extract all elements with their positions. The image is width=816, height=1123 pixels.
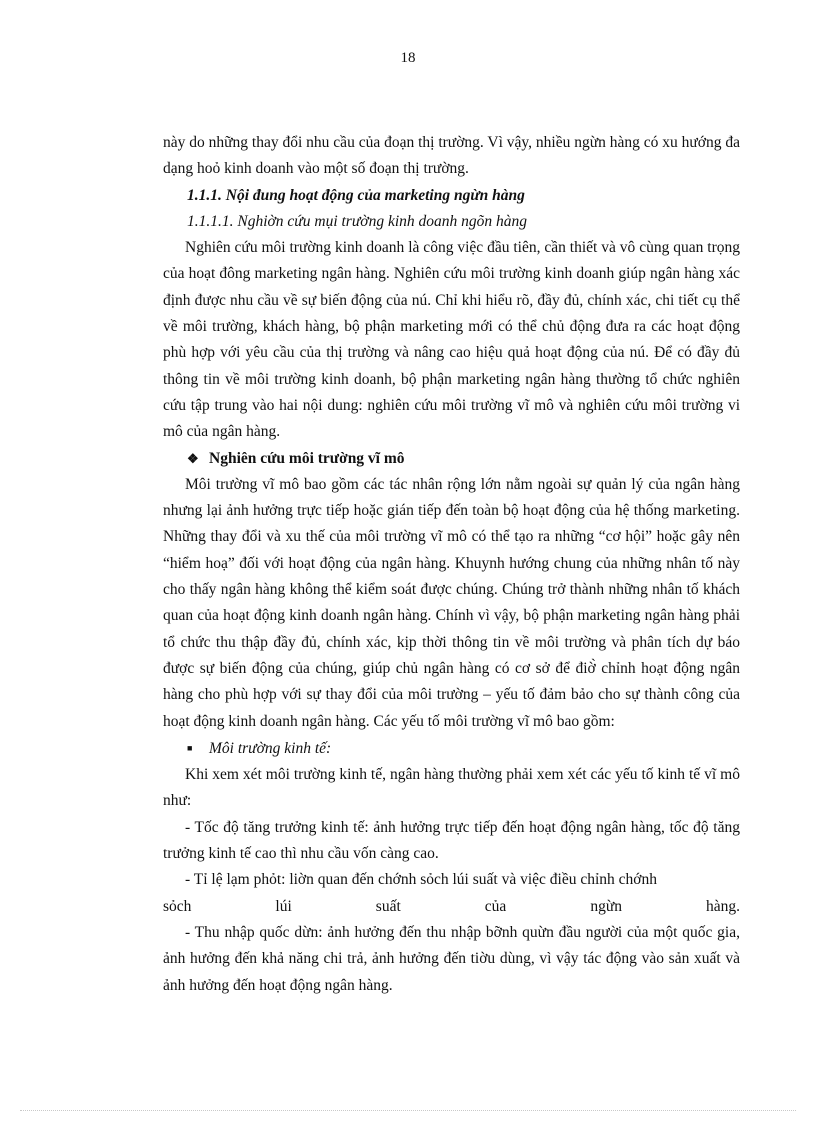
diamond-bullet-icon: ❖ <box>187 450 199 466</box>
paragraph-inflation-line1: - Tỉ lệ lạm phỏt: liờn quan đến chớnh sỏch lúi suất và việc điều chỉnh chớnh <box>185 871 657 889</box>
paragraph-business-environment: Nghiên cứu môi trường kinh doanh là công việc đầu tiên, cần thiết và vô cùng quan trọng của hoạt đông marketing ngân hàng. Nghiên cứu môi trường kinh doanh giúp ngân hàng xác định được nhu cầu về sự biến động của nú. Chỉ khi hiểu rõ, đầy đủ, chính xác, chi tiết cụ thể về môi trường, khách hàng, bộ phận marketing mới có thể chủ động đưa ra các hoạt động phù hợp với yêu cầu của thị trường và nâng cao hiệu quả hoạt động của nú. Để có đầy đủ thông tin về môi trường kinh doanh, bộ phận marketing ngân hàng thường tổ chức nghiên cứu tập trung vào hai nội dung: nghiên cứu môi trường vĩ mô và nghiên cứu môi trường vi mô của ngân hàng. <box>163 239 740 441</box>
paragraph-intro: này do những thay đổi nhu cầu của đoạn thị trường. Vì vậy, nhiều ngừn hàng có xu hướng đa dạng hoỏ kinh doanh vào một số đoạn thị trường. <box>163 134 740 178</box>
heading-macro-environment-text: Nghiên cứu môi trường vĩ mô <box>209 449 405 467</box>
document-body <box>163 130 740 999</box>
square-bullet-icon: ■ <box>187 742 193 753</box>
page-number: 18 <box>400 50 416 66</box>
page-bottom-rule <box>20 1110 796 1111</box>
paragraph-growth-rate: - Tốc độ tăng trưởng kinh tế: ảnh hưởng trực tiếp đến hoạt động ngân hàng, tốc độ tăng trưởng kinh tế cao thì nhu cầu vốn càng cao. <box>163 818 740 863</box>
bullet-economic-environment-text: Môi trường kinh tế <box>209 739 327 757</box>
bullet-economic-environment <box>163 735 740 762</box>
paragraph-inflation-line2: sỏch lúi suất của ngừn hàng. <box>163 897 740 915</box>
paragraph-macro-environment: Môi trường vĩ mô bao gồm các tác nhân rộng lớn nằm ngoài sự quản lý của ngân hàng nhưng lại ảnh hưởng trực tiếp hoặc gián tiếp đến toàn bộ hoạt động của hệ thống marketing. Những thay đổi và xu thế của môi trường vĩ mô có thể tạo ra những “cơ hội” hoặc gây nên “hiểm hoạ” đối với hoạt động của ngân hàng. Khuynh hướng chung của những nhân tố này cho thấy ngân hàng không thể kiểm soát được chúng. Chúng trở thành những nhân tố khách quan của hoạt động kinh doanh ngân hàng. Chính vì vậy, bộ phận marketing ngân hàng phải tổ chức thu thập đầy đủ, chính xác, kịp thời thông tin về môi trường và phân tích dự báo được sự biến động của chúng, giúp chủ ngân hàng có cơ sở để điờ̀ chỉnh hoạt động ngân hàng cho phù hợp với sự thay đổi của môi trường – yếu tố đảm bảo cho sự thành công của hoạt động kinh doanh ngân hàng. Các yếu tố môi trường vĩ mô bao gồm: <box>163 475 740 730</box>
bullet-colon: : <box>326 739 332 757</box>
paragraph-national-income: - Thu nhập quốc dừn: ảnh hưởng đến thu nhập bỡnh quừn đầu người của một quốc gia, ảnh hưởng đến khả năng chi trả, ảnh hưởng đến tiờu dùng, vì vậy tác động vào sản xuất và ảnh hưởng đến hoạt động ngân hàng. <box>163 923 740 994</box>
paragraph-economic-factors: Khi xem xét môi trường kinh tế, ngân hàng thường phải xem xét các yếu tố kinh tế vĩ mô như: <box>163 766 740 810</box>
heading-macro-environment <box>163 446 740 472</box>
heading-1-1-1: 1.1.1. Nội đung hoạt động của marketing ngừn hàng <box>187 186 525 204</box>
heading-1-1-1-1: 1.1.1.1. Nghiờn cứu mụi trường kinh doanh ngõn hàng <box>187 212 528 230</box>
